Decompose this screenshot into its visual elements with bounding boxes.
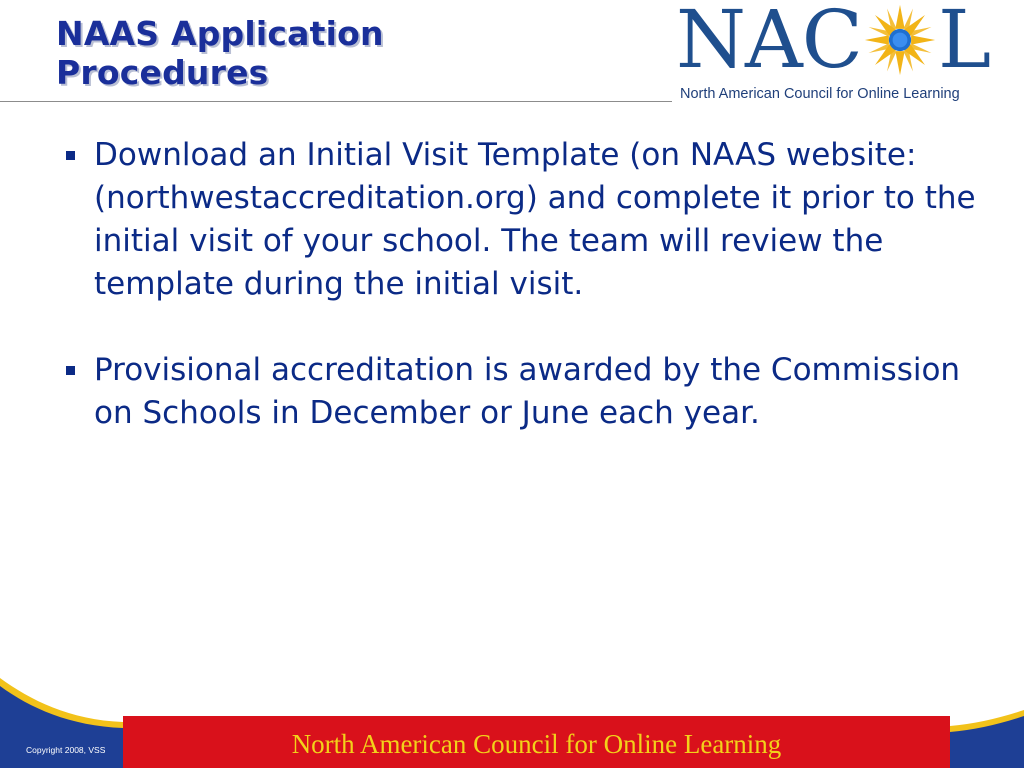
logo-word-right: L xyxy=(937,0,991,86)
bullet-item-accreditation xyxy=(62,349,992,435)
copyright-text: Copyright 2008, VSS xyxy=(26,745,106,755)
bullet-item-template xyxy=(62,134,992,306)
title-line-2: Procedures xyxy=(56,53,269,92)
logo-subtitle: North American Council for Online Learning xyxy=(680,86,960,102)
slide-title xyxy=(56,14,384,92)
bullet-text: Provisional accreditation is awarded by the Commission on Schools in December or June each year. xyxy=(94,352,961,431)
footer-banner-text: North American Council for Online Learning xyxy=(291,729,782,759)
logo-word-left: NAC xyxy=(676,0,862,86)
bullet-text: Download an Initial Visit Template (on NAAS website: (northwestaccreditation.org) and complete it prior to the initial visit of your school. The team will review the template during the initial visit. xyxy=(94,137,976,302)
square-bullet-icon xyxy=(66,151,75,160)
title-line-1: NAAS Application xyxy=(56,14,384,53)
nacol-logo xyxy=(672,0,1024,106)
header-divider xyxy=(0,101,672,102)
logo-wordmark xyxy=(676,0,991,86)
bullet-list xyxy=(62,134,992,478)
sun-star-icon xyxy=(863,3,937,77)
square-bullet-icon xyxy=(66,366,75,375)
